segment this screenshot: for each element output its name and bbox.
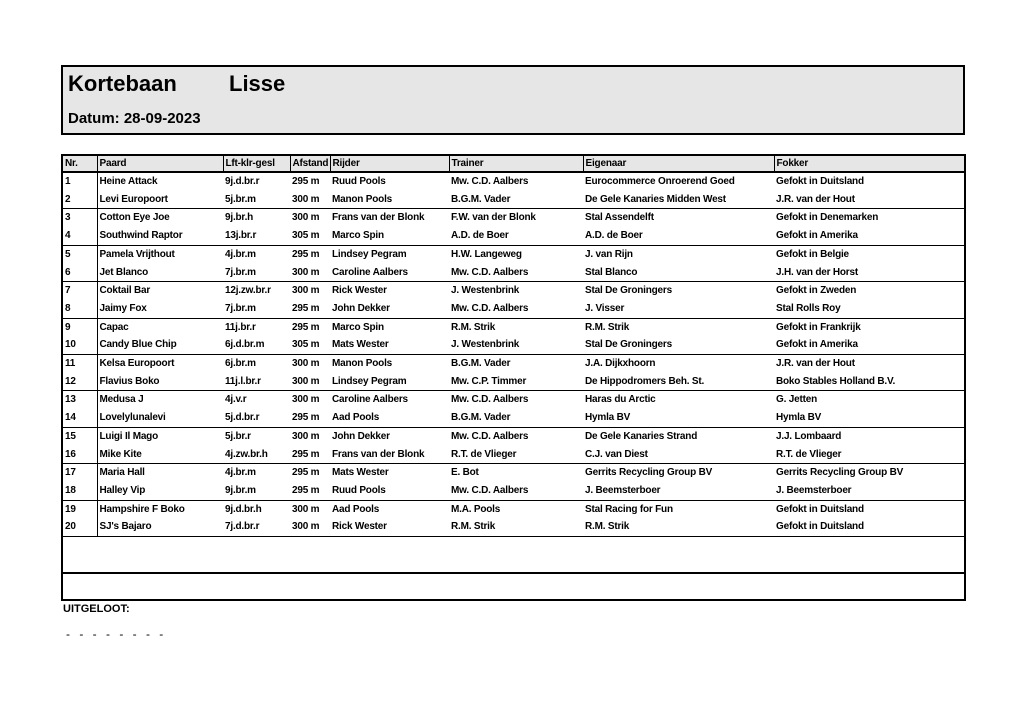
table-cell: 295 m — [292, 321, 320, 333]
table-cell: 8 — [63, 300, 97, 318]
table-cell: Aad Pools — [330, 409, 449, 427]
table-row — [63, 245, 964, 263]
empty-cell — [63, 573, 964, 609]
table-cell: 11 — [63, 355, 97, 373]
table-cell: Gerrits Recycling Group BV — [776, 467, 904, 479]
table-cell: 4j.v.r — [225, 394, 247, 406]
column-header: Eigenaar — [583, 156, 774, 172]
table-cell: 4j.br.m — [225, 467, 256, 479]
table-cell: 9j.br.h — [225, 212, 254, 224]
table-cell: John Dekker — [330, 300, 449, 318]
table-cell: 7j.br.m — [223, 300, 290, 318]
table-cell: 6j.br.m — [225, 358, 256, 370]
table-row — [63, 300, 964, 318]
table-cell: B.G.M. Vader — [449, 191, 583, 209]
table-cell: 4 — [63, 227, 97, 245]
table-cell: Mw. C.D. Aalbers — [451, 394, 529, 406]
table-row — [63, 227, 964, 245]
table-cell: De Gele Kanaries Strand — [585, 430, 698, 442]
table-cell: J.A. Dijkxhoorn — [585, 358, 656, 370]
table-row — [63, 209, 964, 227]
table-cell: 7j.br.m — [223, 264, 290, 282]
table-cell: 14 — [63, 409, 97, 427]
table-cell: 13 — [63, 391, 97, 409]
table-cell: Stal De Groningers — [585, 285, 672, 297]
table-cell: 7j.d.br.r — [223, 518, 290, 536]
table-cell: Manon Pools — [332, 358, 393, 370]
table-cell: Stal Rolls Roy — [774, 300, 964, 318]
table-cell: Mats Wester — [330, 336, 449, 354]
table-cell: 17 — [63, 464, 97, 482]
table-cell: 5j.d.br.r — [223, 409, 290, 427]
table-cell: 9j.d.br.r — [225, 176, 260, 187]
table-cell: 295 m — [290, 300, 330, 318]
table-cell: E. Bot — [451, 467, 479, 479]
table-cell: 11j.l.br.r — [223, 373, 290, 391]
table-cell: Stal Assendelft — [585, 212, 654, 224]
uitgeloot-label: UITGELOOT: — [63, 603, 130, 615]
table-cell: Gefokt in Belgie — [776, 248, 849, 260]
table-cell: 5j.br.r — [225, 430, 251, 442]
table-cell: 5j.br.m — [223, 191, 290, 209]
table-cell: Mike Kite — [97, 446, 223, 464]
table-cell: 10 — [63, 336, 97, 354]
table-row — [63, 391, 964, 409]
table-cell: Candy Blue Chip — [97, 336, 223, 354]
column-header: Trainer — [449, 156, 583, 172]
table-row — [63, 464, 964, 482]
table-cell: A.D. de Boer — [449, 227, 583, 245]
table-cell: 9j.d.br.h — [225, 503, 262, 515]
table-row — [63, 336, 964, 354]
table-cell: J.H. van der Horst — [774, 264, 964, 282]
table-cell: Flavius Boko — [97, 373, 223, 391]
table-cell: J. van Rijn — [585, 248, 633, 260]
table-cell: Stal Blanco — [583, 264, 774, 282]
table-cell: Aad Pools — [332, 503, 380, 515]
table-cell: 5 — [63, 245, 97, 263]
table-cell: 295 m — [290, 409, 330, 427]
table-cell: Mw. C.D. Aalbers — [449, 482, 583, 500]
table-cell: Kelsa Europoort — [99, 358, 175, 370]
entries-table-box — [61, 154, 966, 601]
table-cell: J.J. Lombaard — [776, 430, 842, 442]
table-cell: Hymla BV — [583, 409, 774, 427]
table-cell: Stal Racing for Fun — [585, 503, 673, 515]
table-cell: Gefokt in Duitsland — [774, 518, 964, 536]
table-cell: Pamela Vrijthout — [99, 248, 175, 260]
table-cell: 6 — [63, 264, 97, 282]
table-cell: Frans van der Blonk — [330, 446, 449, 464]
table-cell: SJ's Bajaro — [97, 518, 223, 536]
table-cell: R.T. de Vlieger — [774, 446, 964, 464]
table-cell: J. Westenbrink — [451, 285, 520, 297]
table-cell: Halley Vip — [97, 482, 223, 500]
date-line: Datum: 28-09-2023 — [68, 110, 201, 127]
table-row — [63, 409, 964, 427]
table-row — [63, 482, 964, 500]
table-cell: Mats Wester — [332, 467, 389, 479]
table-cell: Mw. C.D. Aalbers — [449, 264, 583, 282]
table-cell: 12 — [63, 373, 97, 391]
table-row — [63, 264, 964, 282]
table-cell: Ruud Pools — [332, 176, 386, 187]
table-row — [63, 518, 964, 536]
table-cell: Luigi Il Mago — [99, 430, 159, 442]
table-cell: Lindsey Pegram — [330, 373, 449, 391]
table-row — [63, 191, 964, 209]
table-cell: 11j.br.r — [225, 321, 256, 333]
title-location: Lisse — [229, 71, 286, 96]
empty-cell — [63, 537, 964, 574]
table-cell: Lovelylunalevi — [97, 409, 223, 427]
table-cell: R.M. Strik — [583, 518, 774, 536]
table-cell: Gefokt in Denemarken — [776, 212, 879, 224]
table-cell: M.A. Pools — [451, 503, 501, 515]
table-cell: Boko Stables Holland B.V. — [774, 373, 964, 391]
table-cell: Mw. C.P. Timmer — [449, 373, 583, 391]
table-cell: 300 m — [290, 518, 330, 536]
table-cell: De Hippodromers Beh. St. — [583, 373, 774, 391]
table-cell: 2 — [63, 191, 97, 209]
table-cell: Jet Blanco — [97, 264, 223, 282]
table-cell: Rick Wester — [330, 518, 449, 536]
table-cell: 7 — [63, 282, 97, 300]
table-cell: A.D. de Boer — [583, 227, 774, 245]
table-cell: John Dekker — [332, 430, 390, 442]
table-row — [63, 318, 964, 336]
table-cell: R.M. Strik — [449, 518, 583, 536]
table-cell: Lindsey Pegram — [332, 248, 407, 260]
table-cell: Eurocommerce Onroerend Goed — [585, 176, 735, 187]
column-header: Nr. — [63, 156, 97, 172]
table-cell: Mw. C.D. Aalbers — [451, 176, 529, 187]
table-cell: 300 m — [292, 394, 320, 406]
table-cell: 16 — [63, 446, 97, 464]
table-row — [63, 446, 964, 464]
table-cell: 19 — [63, 500, 97, 518]
table-cell: Gefokt in Duitsland — [776, 503, 864, 515]
table-cell: J. Visser — [583, 300, 774, 318]
table-cell: 295 m — [292, 248, 320, 260]
table-cell: 300 m — [290, 264, 330, 282]
table-cell: 295 m — [290, 482, 330, 500]
table-cell: J. Beemsterboer — [774, 482, 964, 500]
table-header-row — [63, 156, 964, 172]
table-cell: Cotton Eye Joe — [99, 212, 170, 224]
table-cell: Maria Hall — [99, 467, 145, 479]
table-row — [63, 500, 964, 518]
table-row — [63, 373, 964, 391]
table-row — [63, 427, 964, 445]
table-cell: Southwind Raptor — [97, 227, 223, 245]
table-cell: 305 m — [290, 336, 330, 354]
table-cell: 300 m — [290, 191, 330, 209]
table-cell: Rick Wester — [332, 285, 387, 297]
empty-row — [63, 573, 964, 609]
table-cell: 3 — [63, 209, 97, 227]
table-cell: 12j.zw.br.r — [225, 285, 271, 297]
column-header: Afstand — [290, 156, 330, 172]
table-cell: Mw. C.D. Aalbers — [451, 430, 529, 442]
table-cell: 295 m — [290, 446, 330, 464]
column-header: Lft-klr-gesl — [223, 156, 290, 172]
table-cell: Hymla BV — [774, 409, 964, 427]
table-cell: Levi Europoort — [97, 191, 223, 209]
table-cell: Gefokt in Amerika — [774, 227, 964, 245]
table-cell: Gefokt in Duitsland — [776, 176, 864, 187]
table-cell: 4j.br.m — [225, 248, 256, 260]
table-cell: R.M. Strik — [585, 321, 630, 333]
table-cell: Haras du Arctic — [585, 394, 656, 406]
table-cell: Marco Spin — [330, 227, 449, 245]
table-cell: De Gele Kanaries Midden West — [583, 191, 774, 209]
table-cell: Gefokt in Frankrijk — [776, 321, 861, 333]
table-cell: Caroline Aalbers — [330, 264, 449, 282]
table-cell: C.J. van Diest — [583, 446, 774, 464]
table-cell: 300 m — [292, 285, 320, 297]
table-cell: 1 — [63, 172, 97, 191]
table-cell: J. Beemsterboer — [583, 482, 774, 500]
header-box — [61, 65, 965, 135]
table-row — [63, 282, 964, 300]
table-row — [63, 172, 964, 191]
table-cell: 305 m — [290, 227, 330, 245]
table-cell: Caroline Aalbers — [332, 394, 408, 406]
table-cell: 300 m — [292, 503, 320, 515]
table-cell: 300 m — [290, 373, 330, 391]
table-cell: Gefokt in Amerika — [774, 336, 964, 354]
table-cell: J.R. van der Hout — [776, 358, 855, 370]
table-cell: R.M. Strik — [451, 321, 496, 333]
table-cell: 9 — [63, 318, 97, 336]
table-cell: F.W. van der Blonk — [451, 212, 536, 224]
empty-row — [63, 537, 964, 574]
table-cell: Heine Attack — [99, 176, 158, 187]
table-cell: 9j.br.m — [223, 482, 290, 500]
table-cell: 300 m — [292, 212, 320, 224]
table-cell: 295 m — [292, 467, 320, 479]
table-cell: Ruud Pools — [330, 482, 449, 500]
column-header: Paard — [97, 156, 223, 172]
table-cell: Stal De Groningers — [583, 336, 774, 354]
table-cell: Manon Pools — [330, 191, 449, 209]
table-cell: Coktail Bar — [99, 285, 151, 297]
table-cell: 6j.d.br.m — [223, 336, 290, 354]
table-cell: 13j.br.r — [223, 227, 290, 245]
table-cell: Capac — [99, 321, 129, 333]
table-cell: 4j.zw.br.h — [223, 446, 290, 464]
entries-table — [63, 156, 964, 609]
table-cell: 300 m — [292, 358, 320, 370]
table-cell: R.T. de Vlieger — [449, 446, 583, 464]
table-cell: Gerrits Recycling Group BV — [585, 467, 713, 479]
table-cell: Hampshire F Boko — [99, 503, 185, 515]
table-cell: H.W. Langeweg — [451, 248, 522, 260]
table-cell: B.G.M. Vader — [451, 358, 511, 370]
table-cell: B.G.M. Vader — [449, 409, 583, 427]
table-cell: J.R. van der Hout — [774, 191, 964, 209]
table-cell: Gefokt in Zweden — [776, 285, 857, 297]
table-row — [63, 355, 964, 373]
table-cell: Medusa J — [99, 394, 144, 406]
table-cell: 15 — [63, 427, 97, 445]
table-cell: 20 — [63, 518, 97, 536]
table-cell: Mw. C.D. Aalbers — [449, 300, 583, 318]
table-cell: Marco Spin — [332, 321, 384, 333]
table-cell: Frans van der Blonk — [332, 212, 425, 224]
column-header: Rijder — [330, 156, 449, 172]
table-cell: 18 — [63, 482, 97, 500]
table-cell: 300 m — [292, 430, 320, 442]
table-cell: 295 m — [292, 176, 320, 187]
table-cell: G. Jetten — [776, 394, 817, 406]
title-event: Kortebaan — [68, 71, 177, 96]
column-header: Fokker — [774, 156, 964, 172]
table-cell: Jaimy Fox — [97, 300, 223, 318]
table-cell: J. Westenbrink — [449, 336, 583, 354]
uitgeloot-dashes: - - - - - - - - — [66, 627, 167, 641]
